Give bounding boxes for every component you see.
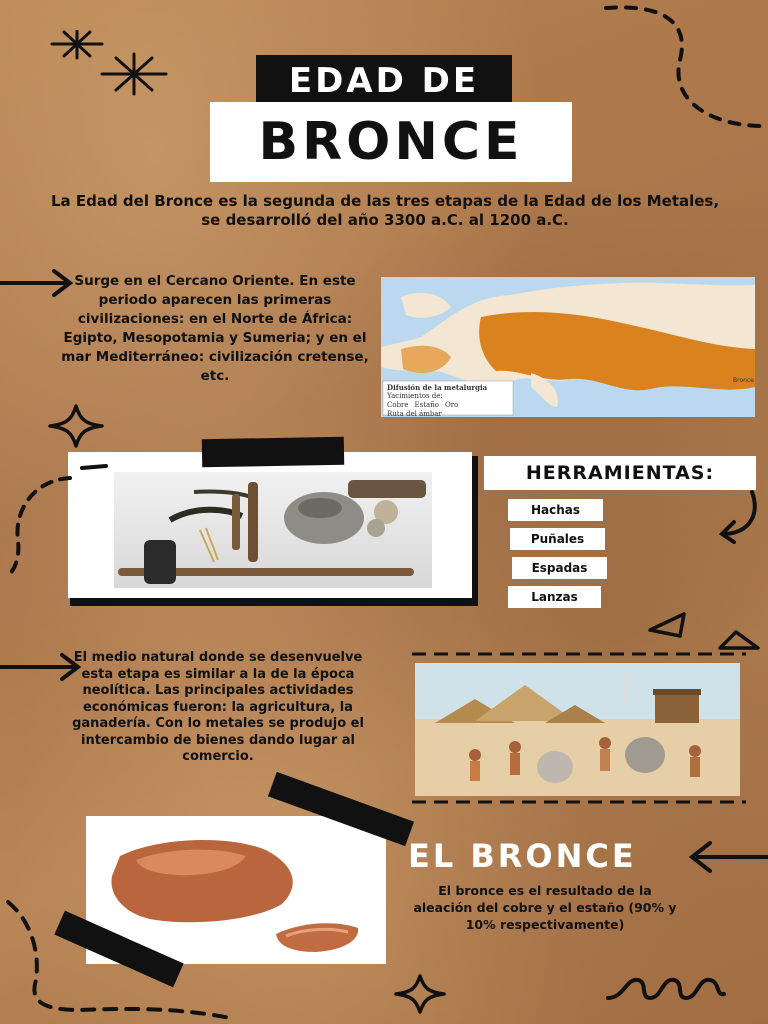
map-legend-item: Cobre [387, 401, 409, 409]
dashed-curve-doodle-icon [600, 0, 768, 140]
village-illustration [415, 663, 740, 796]
environment-text: El medio natural donde se desenvuelve esta etapa es similar a la de la época neolítica. Las principales actividades económicas fueron: la agricultura, la ganadería. Con lo metales se produjo el intercambio de bienes dando lugar al comercio. [72, 650, 364, 764]
curved-arrow-icon [712, 488, 764, 544]
intro-text: La Edad del Bronce es la segunda de las tres etapas de la Edad de los Metales, se desarrolló del año 3300 a.C. al 1200 a.C. [50, 192, 720, 229]
asterisk-doodle-icon [44, 30, 184, 100]
bronze-tools-illustration [114, 472, 432, 588]
map-legend-sub: Yacimientos de: [387, 392, 443, 400]
dashed-curve-doodle-icon [0, 890, 250, 1024]
dashed-curve-doodle-icon [4, 470, 74, 580]
map-legend-item: Estaño [414, 401, 439, 409]
tool-item-espadas: Espadas [512, 557, 607, 579]
tool-item-punales: Puñales [510, 528, 605, 550]
bronze-heading: EL BRONCE [408, 837, 637, 875]
map-legend-item: Oro [444, 401, 459, 409]
tools-heading: HERRAMIENTAS: [484, 456, 756, 490]
dash-doodle-icon [80, 460, 110, 474]
page-title: BRONCE [210, 102, 572, 182]
origin-text: Surge en el Cercano Oriente. En este periodo aparecen las primeras civilizaciones: en el Norte de África: Egipto, Mesopotamia y Sumeria; y en el mar Mediterráneo: civilización cretense, etc. [61, 273, 369, 384]
tools-photo [68, 452, 472, 598]
bronze-age-village-picture [415, 663, 740, 796]
tool-item-lanzas: Lanzas [508, 586, 601, 608]
map-legend-route: Ruta del ámbar [387, 410, 442, 417]
diamond-sparkle-icon [394, 974, 446, 1014]
tool-item-hachas: Hachas [508, 499, 603, 521]
map-label-east: Bronce [733, 377, 754, 384]
diamond-sparkle-icon [48, 404, 104, 448]
tape-strip [202, 437, 344, 467]
spiral-doodle-icon [604, 968, 728, 1008]
map-legend-title: Difusión de la metalurgia [387, 383, 488, 392]
bronze-text: El bronce es el resultado de la aleación del cobre y el estaño (90% y 10% respectivamente) [413, 883, 677, 932]
metallurgy-map [381, 277, 755, 417]
arrow-left-icon [684, 840, 768, 874]
title-line-1: EDAD DE [256, 55, 512, 107]
